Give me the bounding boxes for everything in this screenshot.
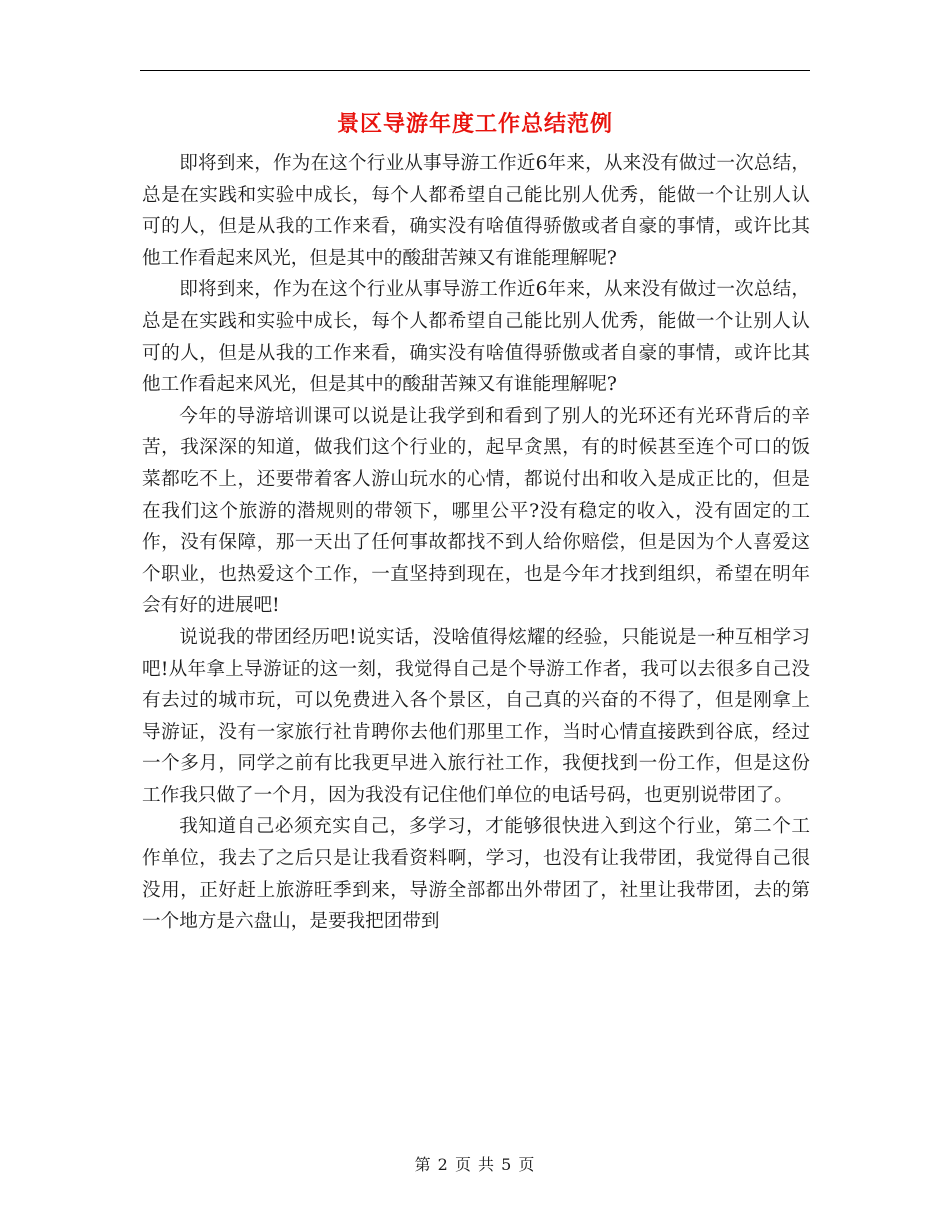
- paragraph-3: 今年的导游培训课可以说是让我学到和看到了别人的光环还有光环背后的辛苦，我深深的知道，做我们这个行业的，起早贪黑，有的时候甚至连个可口的饭菜都吃不上，还要带着客人游山玩水的心情，都说付出和收入是成正比的，但是在我们这个旅游的潜规则的带领下，哪里公平?没有稳定的收入，没有固定的工作，没有保障，那一天出了任何事故都找不到人给你赔偿，但是因为个人喜爱这个职业，也热爱这个工作，一直坚持到现在，也是今年才找到组织，希望在明年会有好的进展吧!: [142, 405, 810, 617]
- paragraph-1: 即将到来，作为在这个行业从事导游工作近6年来，从来没有做过一次总结，总是在实践和实验中成长，每个人都希望自己能比别人优秀，能做一个让别人认可的人，但是从我的工作来看，确实没有啥值得骄傲或者自豪的事情，或许比其他工作看起来风光，但是其中的酸甜苦辣又有谁能理解呢?: [142, 153, 810, 269]
- paragraph-4: 说说我的带团经历吧!说实话，没啥值得炫耀的经验，只能说是一种互相学习吧!从年拿上导游证的这一刻，我觉得自己是个导游工作者，我可以去很多自己没有去过的城市玩，可以免费进入各个景区，自己真的兴奋的不得了，但是刚拿上导游证，没有一家旅行社肯聘你去他们那里工作，当时心情直接跌到谷底，经过一个多月，同学之前有比我更早进入旅行社工作，我便找到一份工作，但是这份工作我只做了一个月，因为我没有记住他们单位的电话号码，也更别说带团了。: [142, 626, 810, 806]
- page-number: 第 2 页 共 5 页: [414, 1155, 536, 1174]
- header-rule: [140, 70, 810, 71]
- paragraph-5: 我知道自己必须充实自己，多学习，才能够很快进入到这个行业，第二个工作单位，我去了之后只是让我看资料啊，学习，也没有让我带团，我觉得自己很没用，正好赶上旅游旺季到来，导游全部都出外带团了，社里让我带团，去的第一个地方是六盘山，是要我把团带到: [142, 816, 810, 933]
- paragraph-2: 即将到来，作为在这个行业从事导游工作近6年来，从来没有做过一次总结，总是在实践和实验中成长，每个人都希望自己能比别人优秀，能做一个让别人认可的人，但是从我的工作来看，确实没有啥值得骄傲或者自豪的事情，或许比其他工作看起来风光，但是其中的酸甜苦辣又有谁能理解呢?: [142, 279, 810, 396]
- document-body: [142, 148, 810, 938]
- document-title: 景区导游年度工作总结范例: [336, 111, 613, 137]
